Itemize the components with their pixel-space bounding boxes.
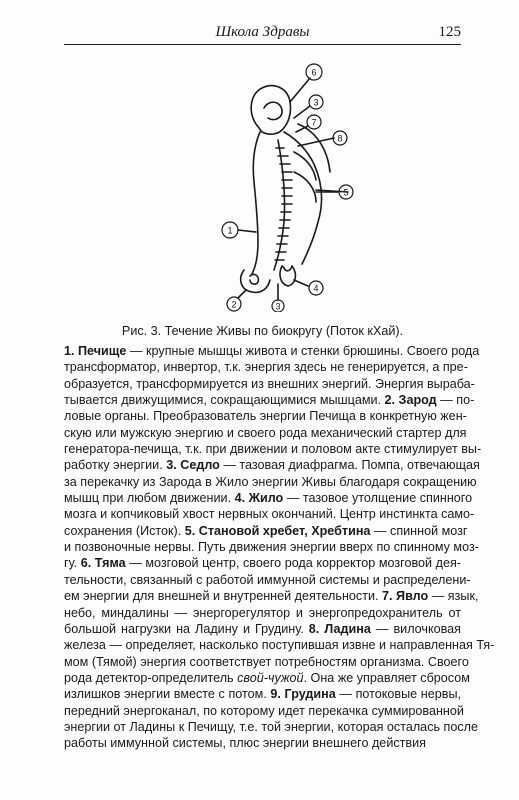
text-line — [64, 359, 468, 375]
svg-text:6: 6 — [311, 67, 317, 78]
marker-7 — [307, 115, 321, 129]
pelvis-swirl — [250, 274, 258, 284]
italic-phrase: свой-чужой — [237, 670, 304, 685]
text-run: и позвоночные нервы. Путь движения энергии вверх по спинному моз- — [64, 540, 479, 555]
text-line — [64, 572, 471, 588]
svg-text:3: 3 — [275, 301, 281, 312]
text-line — [64, 539, 479, 555]
marker-8 — [333, 131, 347, 145]
text-run: — вилочковая — [370, 621, 461, 636]
text-run: работы иммунной системы, плюс энергии внешнего действия — [64, 736, 426, 751]
text-line — [64, 506, 475, 522]
text-line — [64, 735, 461, 751]
text-run: за перекачку из Зарода в Жило энергии Живы благодаря сокращению — [64, 474, 477, 489]
text-run: гу. — [64, 556, 81, 571]
text-run: — мозговой центр, своего рода корректор мозговой дея- — [125, 556, 461, 571]
text-line — [64, 392, 475, 408]
text-run: — крупные мышцы живота и стенки брюшины. Своего рода — [126, 344, 480, 358]
text-run: — тазовая диафрагма. Помпа, отвечающая — [219, 458, 480, 473]
text-run: ем энергии для внешней и внутренней деятельности. — [64, 589, 383, 604]
text-run: тывается движущимися, сокращающимися мышцами. — [64, 393, 385, 408]
leader-3top — [294, 106, 310, 118]
term-heading: 9. Грудина — [270, 687, 336, 702]
term-heading: 8. Ладина — [308, 621, 371, 636]
leader-1 — [238, 230, 256, 232]
text-line — [64, 555, 461, 571]
text-line — [64, 605, 461, 621]
text-run: образуется, трансформируется из внешних энергий. Энергия выраба- — [64, 376, 475, 391]
text-run: железа — определяет, насколько поступившая извне и направленная Тя- — [64, 638, 495, 653]
svg-text:4: 4 — [313, 283, 319, 294]
pelvis-shape — [241, 270, 270, 292]
text-line — [64, 441, 482, 457]
svg-text:1: 1 — [227, 225, 233, 236]
spine-column — [274, 140, 285, 270]
figure-caption: Рис. 3. Течение Живы по биокругу (Поток кХай). — [121, 324, 404, 338]
term-heading: 1. Печище — [64, 344, 127, 358]
svg-text:7: 7 — [311, 117, 317, 128]
text-line — [64, 343, 480, 359]
text-run: сохранения (Исток). — [64, 523, 185, 538]
text-run: излишков энергии вместе с потом. — [64, 687, 271, 702]
svg-text:5: 5 — [343, 187, 349, 198]
leader-4 — [294, 280, 308, 286]
spine-ticks — [275, 148, 292, 260]
text-run: тельности, связанный с работой иммунной системы и распределени- — [64, 572, 471, 587]
text-run: большой нагрузки на Ладину и Грудину. — [64, 621, 309, 636]
text-run: мозга и копчиковый хвост нервных окончаний. Центр инстинкта само- — [64, 507, 475, 522]
page-number: 125 — [438, 24, 461, 40]
marker-3 — [272, 300, 284, 312]
text-run: генератора-печища, т.к. при движении и половом акте стимулирует вы- — [64, 442, 482, 457]
flame-shape — [280, 266, 295, 286]
svg-text:8: 8 — [337, 133, 343, 144]
text-run: — по- — [436, 393, 475, 408]
head-outline — [251, 86, 290, 134]
leader-6 — [290, 78, 310, 102]
text-run: . Она же управляет сбросом — [303, 670, 470, 685]
running-header — [64, 24, 461, 45]
biocircuit-figure — [198, 62, 358, 312]
text-line — [64, 670, 470, 686]
text-run: энергии от Ладины к Печищу, т.е. той энергии, которая осталась после — [64, 719, 479, 734]
term-heading: 6. Тяма — [80, 556, 126, 571]
text-line — [64, 490, 473, 506]
text-line — [64, 637, 495, 653]
back-line — [252, 132, 260, 274]
brain-swirl — [264, 102, 282, 119]
text-line — [64, 523, 468, 539]
text-line — [64, 686, 461, 702]
marker-6 — [306, 64, 322, 80]
marker-4 — [309, 281, 323, 295]
term-heading: 2. Зарод — [384, 393, 437, 408]
text-line — [64, 719, 479, 735]
text-line — [64, 457, 480, 473]
text-line — [64, 474, 477, 490]
marker-3-top — [309, 95, 323, 109]
svg-text:3: 3 — [313, 97, 319, 108]
text-line — [64, 588, 479, 604]
text-run: передний энергоканал, по которому идет перекачка суммированной — [64, 703, 464, 718]
term-heading: 7. Явло — [382, 589, 429, 604]
marker-1 — [222, 222, 238, 238]
marker-2 — [227, 297, 241, 311]
svg-text:2: 2 — [231, 299, 237, 310]
text-run: скую или мужскую энергию и своего рода механический стартер для — [64, 425, 467, 440]
text-line — [64, 376, 475, 392]
text-run: — потоковые нервы, — [335, 687, 461, 702]
text-run: — спинной мозг — [370, 523, 468, 538]
rib-lines — [294, 152, 316, 202]
text-run: мышц при любом движении. — [64, 491, 235, 506]
text-run: мом (Тямой) энергия соответствует потребностям организма. Своего — [64, 654, 469, 669]
text-line — [64, 621, 461, 637]
text-run: трансформатор, инвертор, т.к. энергия здесь не генерируется, а пре- — [64, 360, 468, 375]
text-line — [64, 408, 467, 424]
header-title: Школа Здравы — [215, 24, 310, 40]
text-run: — язык, — [428, 589, 479, 604]
text-run: небо, миндалины — энергорегулятор и энергопредохранитель от — [64, 605, 461, 620]
text-line — [64, 425, 467, 441]
leader-8 — [298, 138, 334, 146]
text-run: ловые органы. Преобразователь энергии Печища в конкретную жен- — [64, 409, 467, 424]
term-heading: 4. Жило — [234, 491, 284, 506]
term-heading: 3. Седло — [166, 458, 220, 473]
text-line — [64, 654, 469, 670]
text-run: — тазовое утолщение спинного — [283, 491, 473, 506]
text-run: рода детектор-определитель — [64, 670, 238, 685]
term-heading: 5. Становой хребет, Хребтина — [184, 523, 371, 538]
text-run: работку энергии. — [64, 458, 167, 473]
leader-2 — [238, 290, 246, 298]
body-text — [64, 343, 495, 752]
text-line — [64, 703, 464, 719]
